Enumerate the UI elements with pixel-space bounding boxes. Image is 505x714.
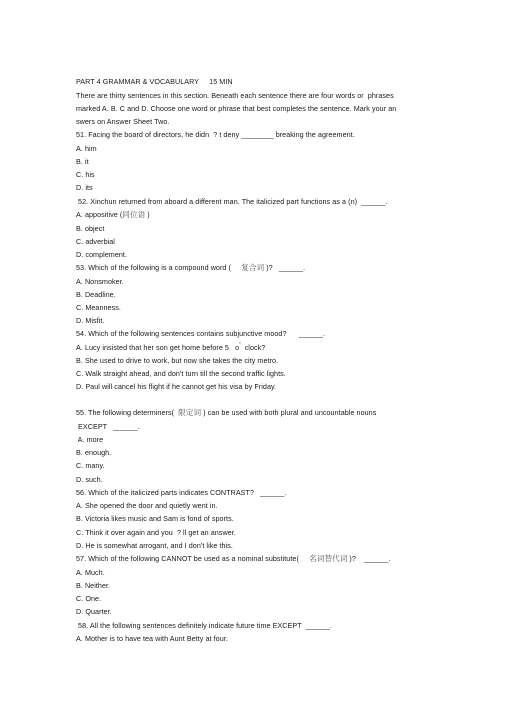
option-53-a: A. Nonsmoker. bbox=[76, 277, 124, 286]
question-57-tail: )? ______. bbox=[347, 554, 391, 563]
option-55-c: C. many. bbox=[76, 461, 105, 470]
option-57-b: B. Neither. bbox=[76, 581, 111, 590]
option-52-a bbox=[76, 210, 150, 219]
question-53-text: 53. Which of the following is a compound word ( bbox=[76, 263, 231, 272]
instructions-line-3: swers on Answer Sheet Two. bbox=[76, 117, 170, 126]
question-55-cont: EXCEPT ______. bbox=[76, 422, 140, 431]
option-55-b: B. enough. bbox=[76, 448, 112, 457]
option-56-c: C. Think it over again and you ? ll get an answer. bbox=[76, 528, 236, 537]
instructions-line-2: marked A. B. C and D. Choose one word or phrase that best completes the sentence. Mark your an bbox=[76, 104, 397, 113]
question-55-cjk: 限定词 bbox=[178, 408, 202, 417]
question-56: 56. Which of the italicized parts indicates CONTRAST? ______. bbox=[76, 488, 287, 497]
question-57-text: 57. Which of the following CANNOT be used as a nominal substitute( bbox=[76, 554, 299, 563]
option-57-c: C. One. bbox=[76, 594, 102, 603]
option-52-a-text: A. appositive ( bbox=[76, 210, 123, 219]
option-53-b: B. Deadline. bbox=[76, 290, 116, 299]
question-53 bbox=[76, 263, 305, 272]
question-53-tail: )? ______. bbox=[264, 263, 306, 272]
option-54-c: C. Walk straight ahead, and don't turn till the second traffic lights. bbox=[76, 369, 286, 378]
option-57-d: D. Quarter. bbox=[76, 607, 112, 616]
option-55-a: A. more bbox=[76, 435, 104, 444]
question-57 bbox=[76, 554, 390, 563]
option-57-a: A. Much. bbox=[76, 568, 105, 577]
option-54-a-tail: clock? bbox=[240, 343, 266, 352]
option-58-a: A. Mother is to have tea with Aunt Betty at four. bbox=[76, 634, 228, 643]
question-55-tail: ) can be used with both plural and uncountable nouns bbox=[201, 408, 377, 417]
question-51: 51. Facing the board of directors, he didn ? t deny ________ breaking the agreement. bbox=[76, 130, 355, 139]
option-52-c: C. adverbial bbox=[76, 237, 115, 246]
option-51-c: C. his bbox=[76, 170, 95, 179]
option-52-b: B. object bbox=[76, 224, 105, 233]
question-54: 54. Which of the following sentences contains subjunctive mood? ______. bbox=[76, 329, 326, 338]
option-52-a-tail: ) bbox=[145, 210, 150, 219]
option-52-d: D. complement. bbox=[76, 250, 128, 259]
question-58: 58. All the following sentences definitely indicate future time EXCEPT ______. bbox=[76, 621, 332, 630]
option-55-d: D. such. bbox=[76, 475, 103, 484]
option-56-a: A. She opened the door and quietly went in. bbox=[76, 501, 218, 510]
question-55-text: 55. The following determiners( bbox=[76, 408, 175, 417]
question-52: 52. Xinchun returned from aboard a different man. The italicized part functions as a (n) ______. bbox=[76, 197, 388, 206]
option-54-b: B. She used to drive to work, but now she takes the city metro. bbox=[76, 356, 279, 365]
option-54-a bbox=[76, 340, 266, 352]
option-56-d: D. He is somewhat arrogant, and I don't like this. bbox=[76, 541, 233, 550]
option-53-d: D. Misfit. bbox=[76, 316, 105, 325]
option-51-b: B. it bbox=[76, 157, 89, 166]
option-51-d: D. its bbox=[76, 183, 93, 192]
question-57-cjk: 名词替代词 bbox=[309, 554, 348, 563]
option-53-c: C. Meanness. bbox=[76, 303, 121, 312]
option-52-a-cjk: 同位语 bbox=[122, 210, 146, 219]
option-51-a: A. him bbox=[76, 144, 97, 153]
instructions-line-1: There are thirty sentences in this section. Beneath each sentence there are four words or phrases bbox=[76, 91, 394, 100]
option-54-d: D. Paul will cancel his flight if he cannot get his visa by Friday. bbox=[76, 382, 277, 391]
option-54-a-mark: ’ bbox=[239, 340, 241, 349]
option-54-a-text: A. Lucy insisted that her son get home before 5 o bbox=[76, 343, 240, 352]
question-55 bbox=[76, 408, 376, 417]
section-title: PART 4 GRAMMAR & VOCABULARY 15 MIN bbox=[76, 77, 233, 86]
question-53-cjk: 复合词 bbox=[241, 263, 265, 272]
option-56-b: B. Victoria likes music and Sam is fond of sports. bbox=[76, 514, 234, 523]
